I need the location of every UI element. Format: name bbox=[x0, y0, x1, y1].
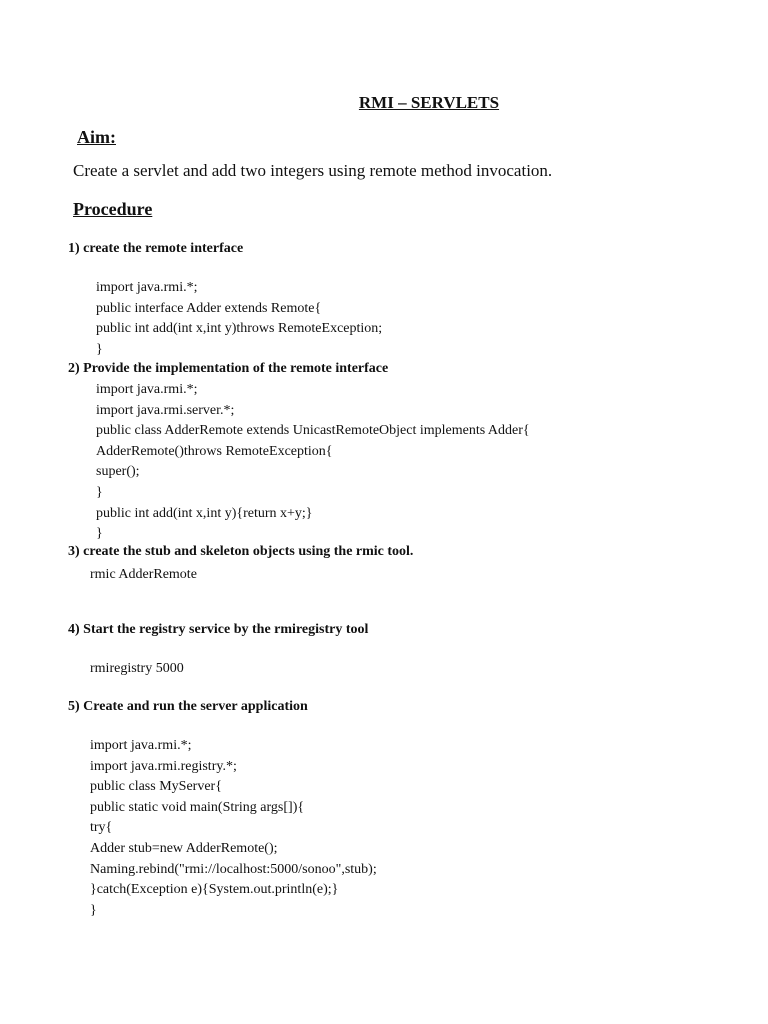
code-line: import java.rmi.registry.*; bbox=[90, 758, 237, 774]
code-line: Adder stub=new AdderRemote(); bbox=[90, 840, 278, 856]
code-line: Naming.rebind("rmi://localhost:5000/sonoo",stub); bbox=[90, 861, 377, 877]
code-line: public interface Adder extends Remote{ bbox=[96, 300, 322, 316]
step-3-code bbox=[90, 565, 197, 586]
procedure-heading: Procedure bbox=[73, 199, 153, 219]
step-2-code bbox=[96, 380, 530, 545]
code-line: import java.rmi.server.*; bbox=[96, 402, 235, 418]
code-line: import java.rmi.*; bbox=[96, 280, 198, 295]
step-3-heading: 3) create the stub and skeleton objects using the rmic tool. bbox=[68, 544, 414, 559]
step-1-code bbox=[96, 278, 382, 360]
code-line: rmic AdderRemote bbox=[90, 567, 197, 582]
code-line: import java.rmi.*; bbox=[96, 382, 198, 397]
code-line: rmiregistry 5000 bbox=[90, 661, 184, 676]
code-line: }catch(Exception e){System.out.println(e);} bbox=[90, 882, 339, 898]
step-5-heading: 5) Create and run the server application bbox=[68, 699, 308, 714]
code-line: } bbox=[96, 526, 103, 542]
code-line: public class MyServer{ bbox=[90, 779, 222, 795]
step-4-heading: 4) Start the registry service by the rmiregistry tool bbox=[68, 622, 369, 637]
step-2-heading: 2) Provide the implementation of the remote interface bbox=[68, 361, 389, 376]
page-title: RMI – SERVLETS bbox=[358, 93, 500, 112]
aim-text: Create a servlet and add two integers using remote method invocation. bbox=[73, 161, 553, 180]
step-1-heading: 1) create the remote interface bbox=[68, 241, 244, 256]
aim-heading: Aim: bbox=[77, 127, 116, 147]
step-4-code bbox=[90, 659, 184, 680]
code-line: public static void main(String args[]){ bbox=[90, 799, 305, 815]
code-line: AdderRemote()throws RemoteException{ bbox=[96, 443, 333, 459]
code-line: try{ bbox=[90, 820, 113, 836]
code-line: } bbox=[96, 484, 103, 500]
code-line: super(); bbox=[96, 464, 140, 480]
step-5-code bbox=[90, 736, 377, 921]
code-line: public int add(int x,int y)throws RemoteException; bbox=[96, 321, 383, 337]
code-line: } bbox=[96, 341, 103, 357]
code-line: import java.rmi.*; bbox=[90, 738, 192, 753]
code-line: public int add(int x,int y){return x+y;} bbox=[96, 505, 313, 521]
code-line: public class AdderRemote extends UnicastRemoteObject implements Adder{ bbox=[96, 423, 530, 439]
code-line: } bbox=[90, 902, 97, 918]
